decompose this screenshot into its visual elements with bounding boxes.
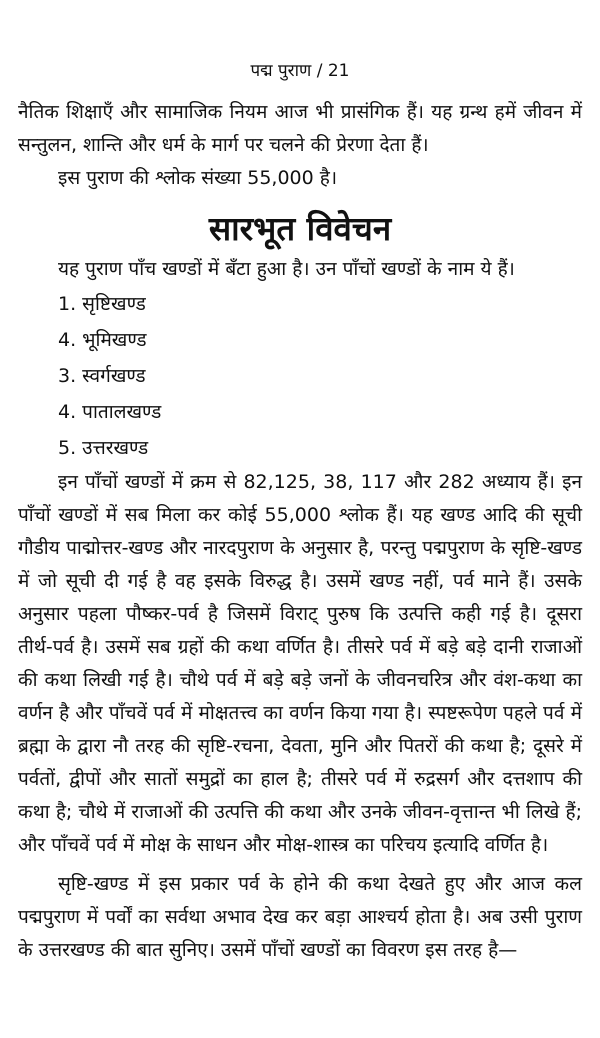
list-item: 5. उत्तरखण्ड bbox=[58, 437, 149, 459]
verse-count-paragraph: इस पुराण की श्लोक संख्या 55,000 है। bbox=[58, 167, 338, 189]
section-lead-paragraph: यह पुराण पाँच खण्डों में बँटा हुआ है। उन पाँचों खण्डों के नाम ये हैं। bbox=[58, 258, 515, 280]
list-item: 4. पातालखण्ड bbox=[58, 401, 162, 423]
page-content bbox=[18, 96, 582, 967]
khanda-list bbox=[18, 286, 582, 466]
body-paragraph: इन पाँचों खण्डों में क्रम से 82,125, 38, 117 और 282 अध्याय हैं। इन पाँचों खण्डों में सब मिला कर कोई 55,000 श्लोक हैं। यह खण्ड आदि की सूची गौडीय पाद्मोत्तर-खण्ड और नारदपुराण के अनुसार है, परन्तु पद्मपुराण के सृष्टि-खण्ड में जो सूची दी गई है वह इसके विरुद्ध है। उसमें खण्ड नहीं, पर्व माने हैं। उसके अनुसार पहला पौष्कर-पर्व है जिसमें विराट् पुरुष कि उत्पत्ति कही गई है। दूसरा तीर्थ-पर्व है। उसमें सब ग्रहों की कथा वर्णित है। तीसरे पर्व में बड़े बड़े दानी राजाओं की कथा लिखी गई है। चौथे पर्व में बड़े बड़े जनों के जीवनचरित्र और वंश-कथा का वर्णन है और पाँचवें पर्व में मोक्षतत्त्व का वर्णन किया गया है। स्पष्टरूपेण पहले पर्व में ब्रह्मा के द्वारा नौ तरह की सृष्टि-रचना, देवता, मुनि और पितरों की कथा है; दूसरे में पर्वतों, द्वीपों और सातों समुद्रों का हाल है; तीसरे पर्व में रुद्रसर्ग और दत्तशाप की कथा है; चौथे में राजाओं की उत्पत्ति की कथा और उनके जीवन-वृत्तान्त भी लिखे हैं; और पाँचवें पर्व में मोक्ष के साधन और मोक्ष-शास्त्र का परिचय इत्यादि वर्णित है। bbox=[18, 471, 582, 856]
closing-paragraph: सृष्टि-खण्ड में इस प्रकार पर्व के होने की कथा देखते हुए और आज कल पद्मपुराण में पर्वों का सर्वथा अभाव देख कर बड़ा आश्चर्य होता है। अब उसी पुराण के उत्तरखण्ड की बात सुनिए। उसमें पाँचों खण्डों का विवरण इस तरह है— bbox=[18, 873, 582, 961]
intro-paragraph: नैतिक शिक्षाएँ और सामाजिक नियम आज भी प्रासंगिक हैं। यह ग्रन्थ हमें जीवन में सन्तुलन, शान्ति और धर्म के मार्ग पर चलने की प्रेरणा देता हैं। bbox=[18, 101, 582, 156]
running-head: पद्म पुराण / 21 bbox=[250, 61, 350, 81]
list-item: 1. सृष्टिखण्ड bbox=[58, 293, 146, 315]
list-item: 4. भूमिखण्ड bbox=[58, 329, 147, 351]
section-heading: सारभूत विवेचन bbox=[208, 209, 392, 248]
list-item: 3. स्वर्गखण्ड bbox=[58, 365, 146, 387]
